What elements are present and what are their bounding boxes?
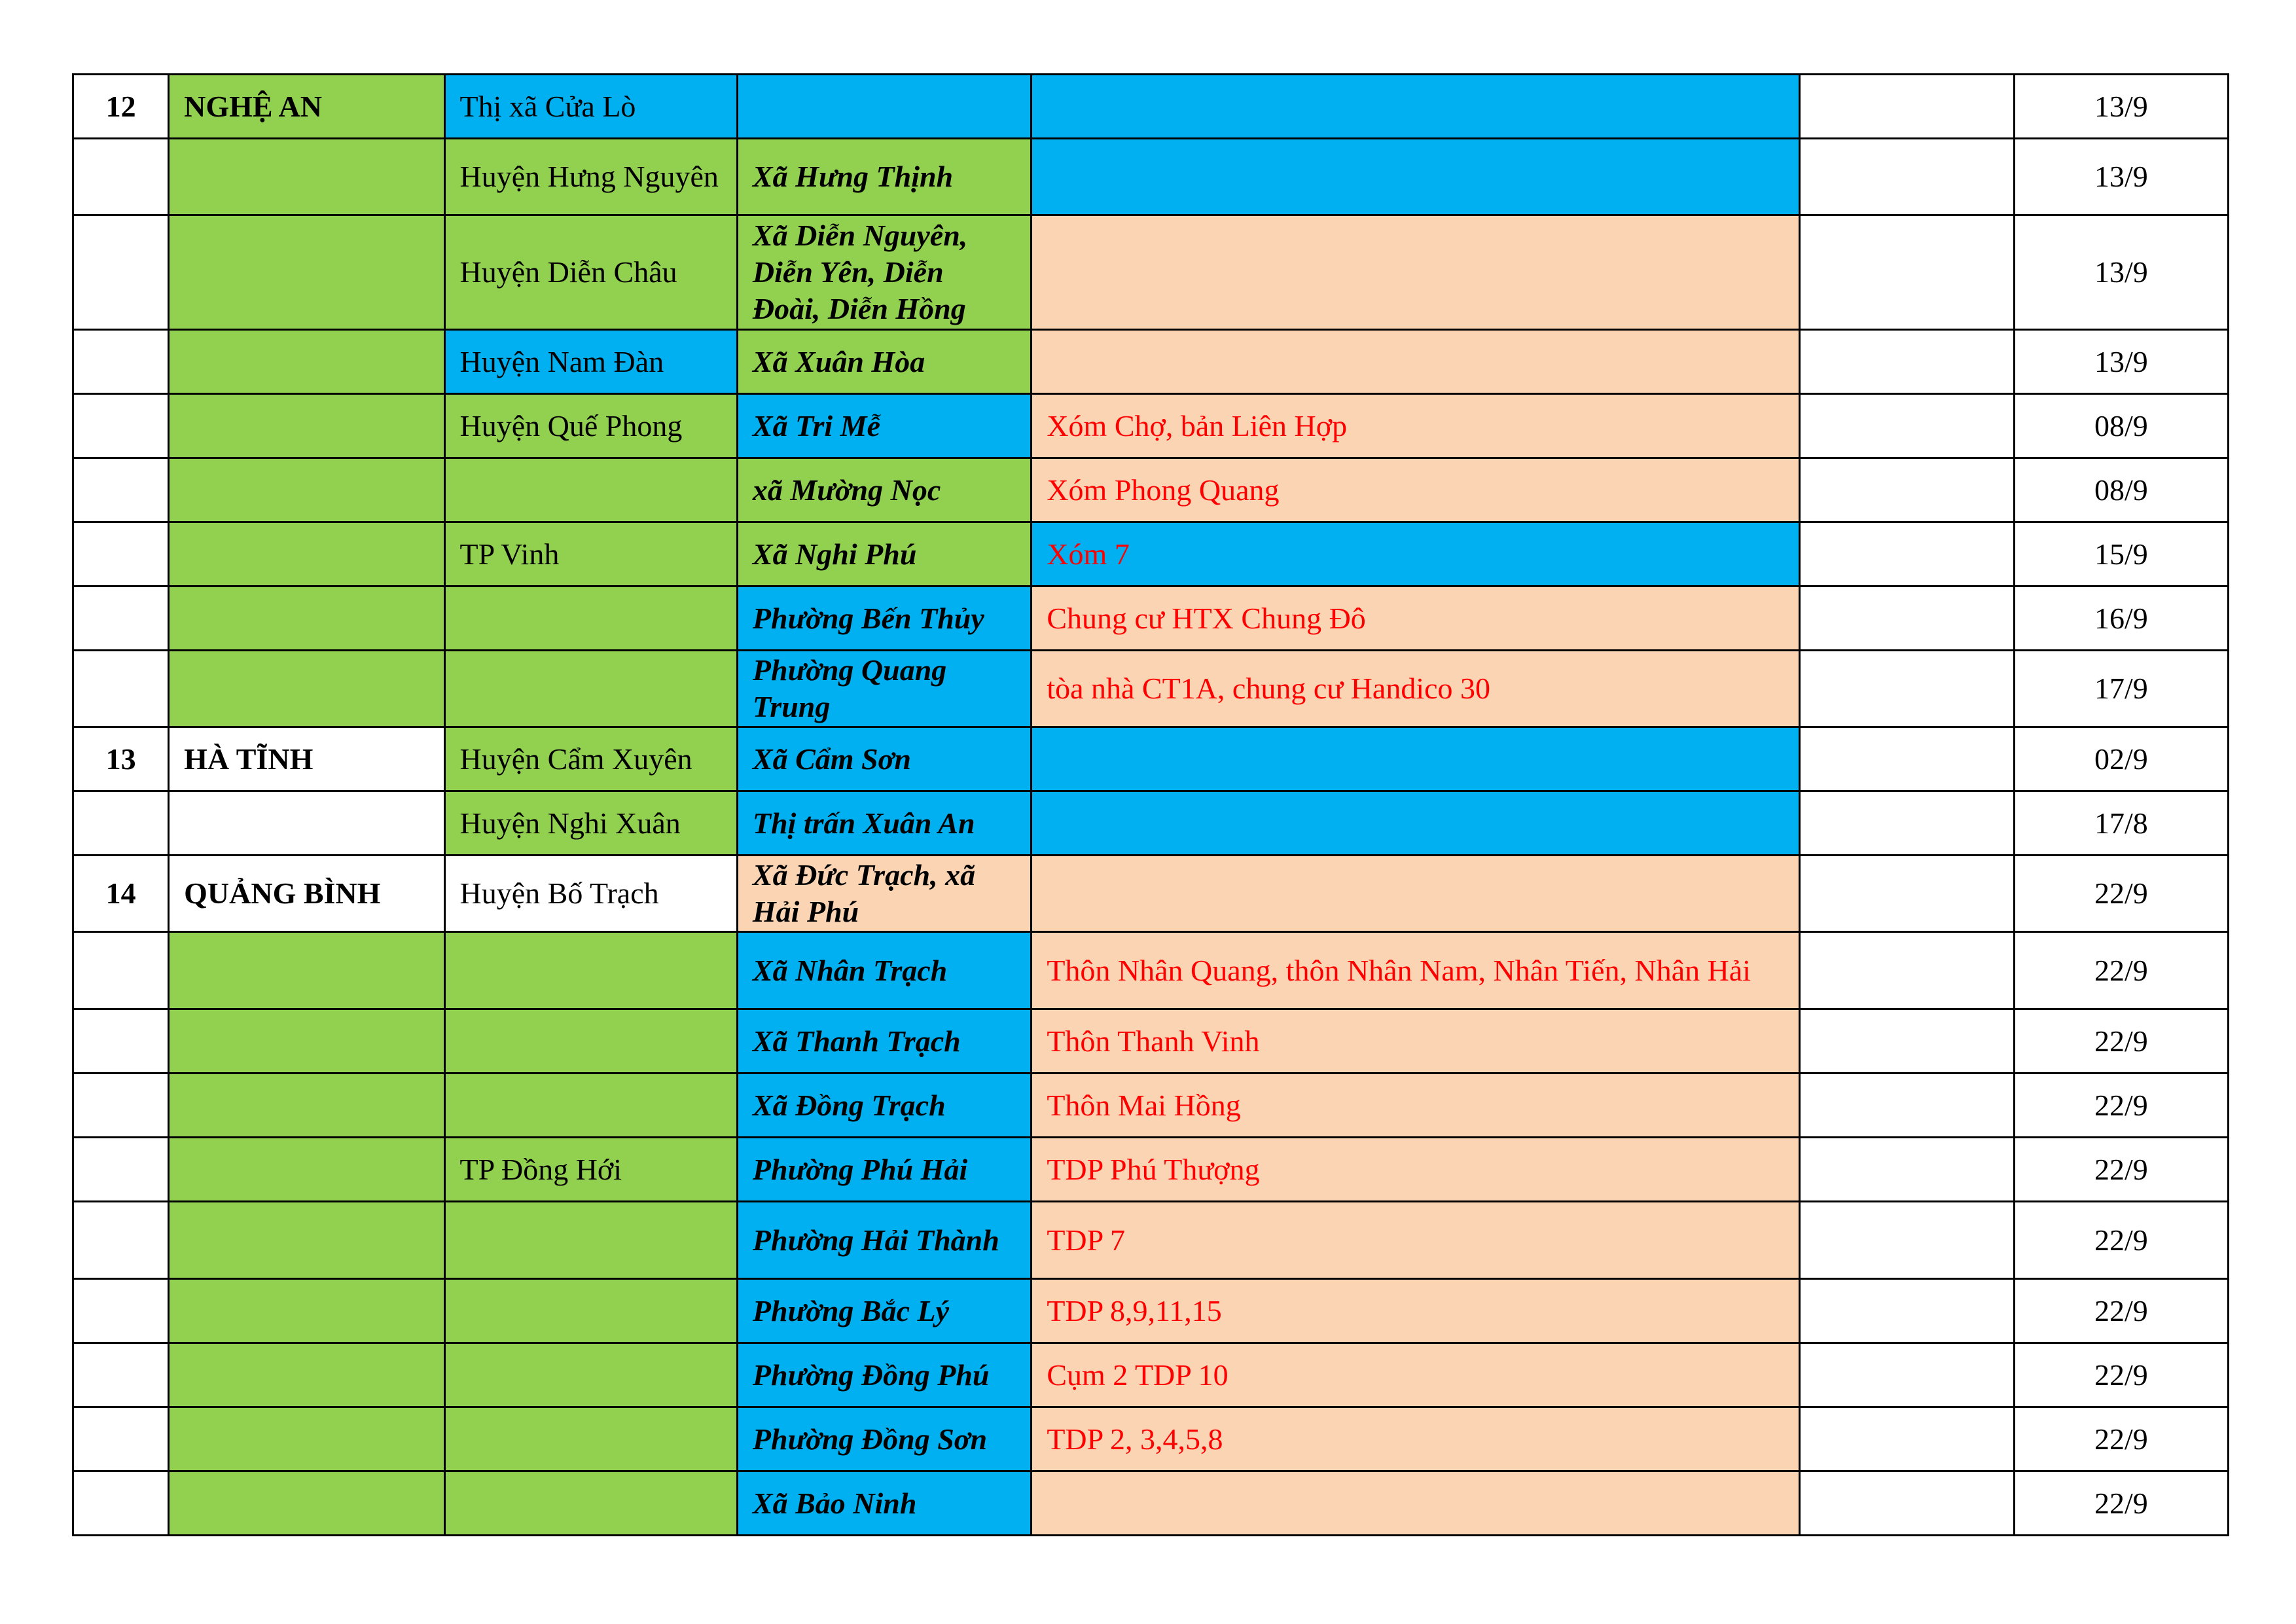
province-name: NGHỆ AN <box>169 75 444 139</box>
district-name <box>444 1074 737 1138</box>
row-number <box>73 651 169 727</box>
province-name <box>169 1009 444 1074</box>
blank-cell <box>1800 1407 2014 1471</box>
affected-area: TDP Phú Thượng <box>1031 1138 1800 1202</box>
affected-area <box>1031 727 1800 791</box>
ward-name: Phường Đồng Phú <box>737 1343 1031 1407</box>
blank-cell <box>1800 791 2014 856</box>
date-cell: 22/9 <box>2014 856 2228 932</box>
blank-cell <box>1800 1138 2014 1202</box>
province-name <box>169 1202 444 1279</box>
blank-cell <box>1800 856 2014 932</box>
date-cell: 16/9 <box>2014 586 2228 651</box>
table-row <box>73 1202 2229 1279</box>
district-name <box>444 458 737 522</box>
table-row <box>73 215 2229 330</box>
ward-name: Phường Phú Hải <box>737 1138 1031 1202</box>
affected-area: TDP 7 <box>1031 1202 1800 1279</box>
blank-cell <box>1800 458 2014 522</box>
date-cell: 13/9 <box>2014 75 2228 139</box>
row-number <box>73 458 169 522</box>
ward-name: Xã Tri Mễ <box>737 394 1031 458</box>
outbreak-area-table <box>72 73 2229 1536</box>
date-cell: 08/9 <box>2014 458 2228 522</box>
affected-area: Cụm 2 TDP 10 <box>1031 1343 1800 1407</box>
row-number <box>73 1343 169 1407</box>
ward-name: Xã Bảo Ninh <box>737 1471 1031 1536</box>
district-name <box>444 1343 737 1407</box>
date-cell: 22/9 <box>2014 1279 2228 1343</box>
date-cell: 13/9 <box>2014 330 2228 394</box>
table-row <box>73 458 2229 522</box>
date-cell: 17/9 <box>2014 651 2228 727</box>
province-name <box>169 1279 444 1343</box>
date-cell: 22/9 <box>2014 1407 2228 1471</box>
table-row <box>73 1407 2229 1471</box>
table-row <box>73 1279 2229 1343</box>
ward-name <box>737 75 1031 139</box>
blank-cell <box>1800 1202 2014 1279</box>
province-name <box>169 651 444 727</box>
row-number <box>73 1279 169 1343</box>
ward-name: Xã Thanh Trạch <box>737 1009 1031 1074</box>
table-row <box>73 1343 2229 1407</box>
ward-name: Thị trấn Xuân An <box>737 791 1031 856</box>
province-name <box>169 394 444 458</box>
row-number <box>73 1074 169 1138</box>
date-cell: 02/9 <box>2014 727 2228 791</box>
row-number: 14 <box>73 856 169 932</box>
date-cell: 22/9 <box>2014 932 2228 1009</box>
ward-name: Phường Hải Thành <box>737 1202 1031 1279</box>
district-name <box>444 1202 737 1279</box>
row-number <box>73 586 169 651</box>
affected-area <box>1031 1471 1800 1536</box>
province-name <box>169 791 444 856</box>
blank-cell <box>1800 1471 2014 1536</box>
province-name <box>169 330 444 394</box>
blank-cell <box>1800 330 2014 394</box>
blank-cell <box>1800 215 2014 330</box>
province-name <box>169 215 444 330</box>
table-row <box>73 1009 2229 1074</box>
blank-cell <box>1800 139 2014 215</box>
district-name: Huyện Quế Phong <box>444 394 737 458</box>
affected-area: Chung cư HTX Chung Đô <box>1031 586 1800 651</box>
affected-area <box>1031 215 1800 330</box>
row-number: 13 <box>73 727 169 791</box>
ward-name: Phường Bắc Lý <box>737 1279 1031 1343</box>
date-cell: 22/9 <box>2014 1471 2228 1536</box>
district-name <box>444 1009 737 1074</box>
table-row <box>73 932 2229 1009</box>
ward-name: Xã Đồng Trạch <box>737 1074 1031 1138</box>
affected-area <box>1031 139 1800 215</box>
district-name <box>444 1471 737 1536</box>
ward-name: Xã Diễn Nguyên, Diễn Yên, Diễn Đoài, Diễn Hồng <box>737 215 1031 330</box>
province-name: QUẢNG BÌNH <box>169 856 444 932</box>
province-name <box>169 458 444 522</box>
district-name: TP Vinh <box>444 522 737 586</box>
district-name: TP Đồng Hới <box>444 1138 737 1202</box>
affected-area: Thôn Mai Hồng <box>1031 1074 1800 1138</box>
district-name <box>444 1407 737 1471</box>
table-row <box>73 791 2229 856</box>
blank-cell <box>1800 75 2014 139</box>
province-name: HÀ TĨNH <box>169 727 444 791</box>
date-cell: 15/9 <box>2014 522 2228 586</box>
date-cell: 22/9 <box>2014 1009 2228 1074</box>
table-row <box>73 75 2229 139</box>
affected-area <box>1031 791 1800 856</box>
row-number <box>73 330 169 394</box>
affected-area <box>1031 75 1800 139</box>
district-name: Huyện Nghi Xuân <box>444 791 737 856</box>
row-number: 12 <box>73 75 169 139</box>
district-name: Huyện Hưng Nguyên <box>444 139 737 215</box>
ward-name: Phường Bến Thủy <box>737 586 1031 651</box>
date-cell: 22/9 <box>2014 1138 2228 1202</box>
affected-area: tòa nhà CT1A, chung cư Handico 30 <box>1031 651 1800 727</box>
row-number <box>73 1407 169 1471</box>
affected-area: Thôn Thanh Vinh <box>1031 1009 1800 1074</box>
blank-cell <box>1800 586 2014 651</box>
ward-name: Xã Nghi Phú <box>737 522 1031 586</box>
row-number <box>73 1202 169 1279</box>
province-name <box>169 522 444 586</box>
ward-name: Xã Cẩm Sơn <box>737 727 1031 791</box>
affected-area <box>1031 330 1800 394</box>
table-row <box>73 586 2229 651</box>
district-name <box>444 1279 737 1343</box>
row-number <box>73 215 169 330</box>
ward-name: Phường Quang Trung <box>737 651 1031 727</box>
ward-name: Xã Đức Trạch, xã Hải Phú <box>737 856 1031 932</box>
district-name <box>444 586 737 651</box>
row-number <box>73 932 169 1009</box>
row-number <box>73 791 169 856</box>
date-cell: 22/9 <box>2014 1074 2228 1138</box>
district-name: Huyện Cẩm Xuyên <box>444 727 737 791</box>
date-cell: 08/9 <box>2014 394 2228 458</box>
date-cell: 13/9 <box>2014 215 2228 330</box>
row-number <box>73 1009 169 1074</box>
table-row <box>73 727 2229 791</box>
blank-cell <box>1800 1279 2014 1343</box>
table-row <box>73 1471 2229 1536</box>
date-cell: 17/8 <box>2014 791 2228 856</box>
date-cell: 22/9 <box>2014 1343 2228 1407</box>
date-cell: 13/9 <box>2014 139 2228 215</box>
ward-name: Xã Hưng Thịnh <box>737 139 1031 215</box>
province-name <box>169 932 444 1009</box>
province-name <box>169 1471 444 1536</box>
affected-area: TDP 8,9,11,15 <box>1031 1279 1800 1343</box>
province-name <box>169 1074 444 1138</box>
table-row <box>73 394 2229 458</box>
blank-cell <box>1800 651 2014 727</box>
province-name <box>169 1138 444 1202</box>
ward-name: Xã Nhân Trạch <box>737 932 1031 1009</box>
table-row <box>73 651 2229 727</box>
table-row <box>73 139 2229 215</box>
row-number <box>73 1138 169 1202</box>
row-number <box>73 139 169 215</box>
district-name: Huyện Bố Trạch <box>444 856 737 932</box>
blank-cell <box>1800 727 2014 791</box>
row-number <box>73 394 169 458</box>
ward-name: Xã Xuân Hòa <box>737 330 1031 394</box>
row-number <box>73 522 169 586</box>
blank-cell <box>1800 1343 2014 1407</box>
table-row <box>73 330 2229 394</box>
table-row <box>73 1138 2229 1202</box>
blank-cell <box>1800 522 2014 586</box>
table-row <box>73 856 2229 932</box>
district-name: Huyện Diễn Châu <box>444 215 737 330</box>
blank-cell <box>1800 394 2014 458</box>
district-name <box>444 651 737 727</box>
province-name <box>169 1407 444 1471</box>
province-name <box>169 139 444 215</box>
province-name <box>169 586 444 651</box>
affected-area: Thôn Nhân Quang, thôn Nhân Nam, Nhân Tiến, Nhân Hải <box>1031 932 1800 1009</box>
district-name: Huyện Nam Đàn <box>444 330 737 394</box>
district-name: Thị xã Cửa Lò <box>444 75 737 139</box>
blank-cell <box>1800 1074 2014 1138</box>
affected-area <box>1031 856 1800 932</box>
table-row <box>73 1074 2229 1138</box>
affected-area: TDP 2, 3,4,5,8 <box>1031 1407 1800 1471</box>
district-name <box>444 932 737 1009</box>
affected-area: Xóm Chợ, bản Liên Hợp <box>1031 394 1800 458</box>
blank-cell <box>1800 932 2014 1009</box>
ward-name: Phường Đồng Sơn <box>737 1407 1031 1471</box>
date-cell: 22/9 <box>2014 1202 2228 1279</box>
blank-cell <box>1800 1009 2014 1074</box>
affected-area: Xóm 7 <box>1031 522 1800 586</box>
table-row <box>73 522 2229 586</box>
province-name <box>169 1343 444 1407</box>
affected-area: Xóm Phong Quang <box>1031 458 1800 522</box>
row-number <box>73 1471 169 1536</box>
ward-name: xã Mường Nọc <box>737 458 1031 522</box>
